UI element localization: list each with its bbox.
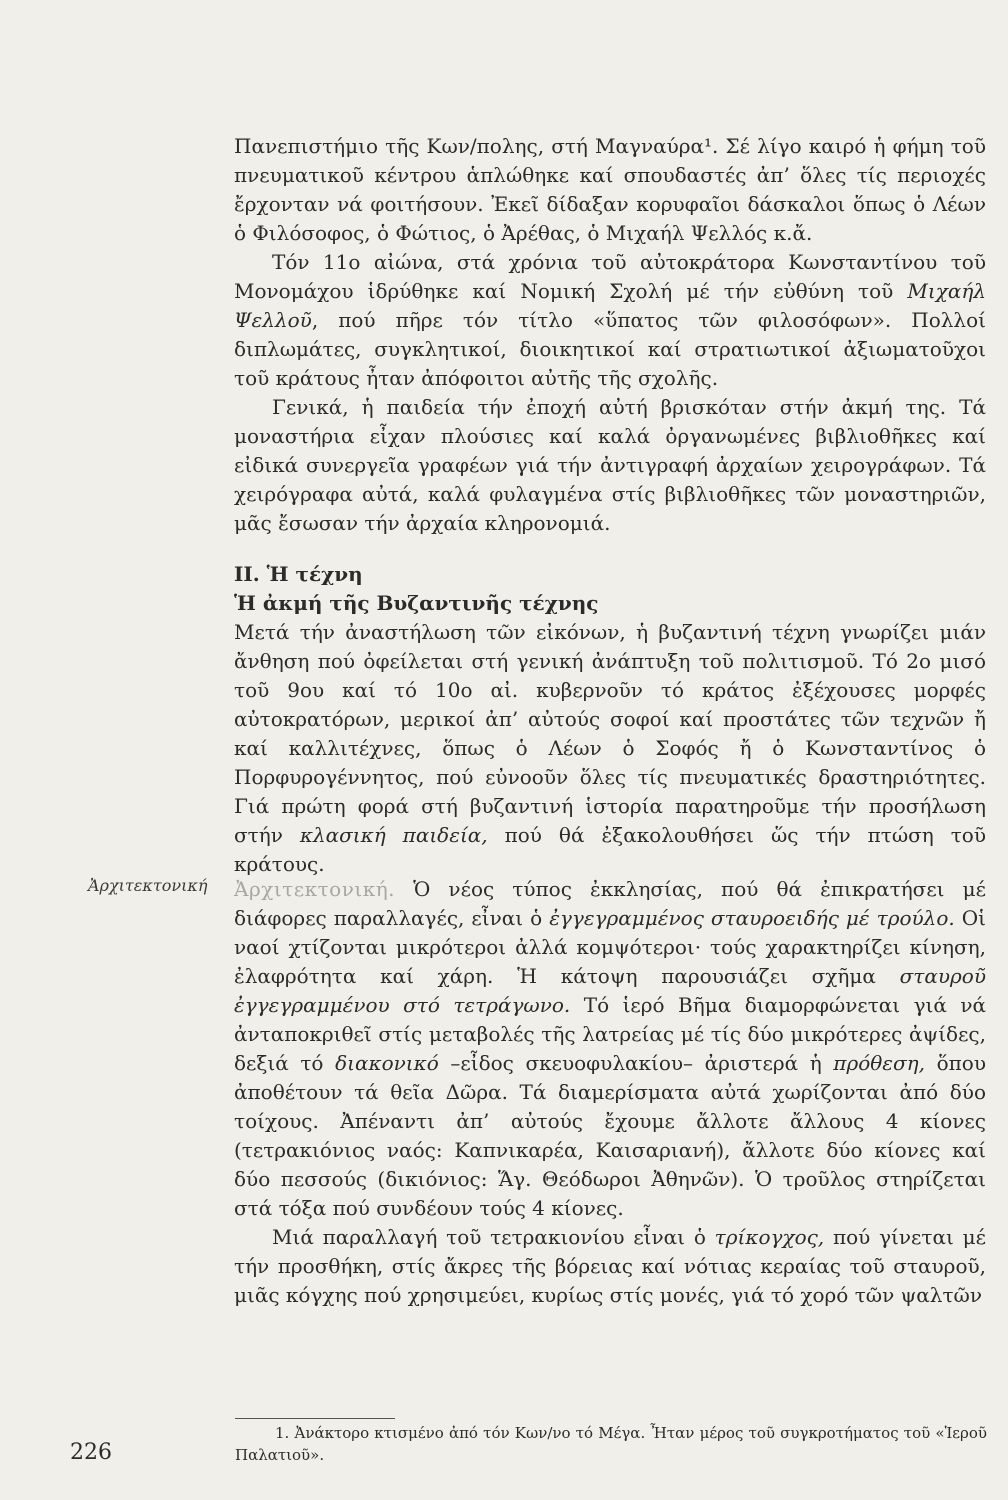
emphasis-text: σταυροῦ ἐγγεγραμμένου στό τετράγωνο. [234,964,986,1017]
text-block-art [234,560,986,879]
text-run: Ὁ νέος τύπος ἐκκλησίας, πού θά ἐπικρατήσει μέ διάφορες παραλλαγές, εἶναι ὁ [234,877,986,930]
text-run: πού γίνεται μέ τήν προσθήκη, στίς ἄκρες τῆς βόρειας καί νότιας κεραίας τοῦ σταυροῦ, μιᾶς κόγχης πού χρησιμεύει, κυρίως στίς μονές, γιά τό χορό τῶν ψαλτῶν [234,1225,986,1307]
emphasis-text: κλασική παιδεία, [299,823,488,847]
emphasis-text: Μιχαήλ Ψελλοῦ [234,279,986,332]
text-run: Μετά τήν ἀναστήλωση τῶν εἰκόνων, ἡ βυζαντινή τέχνη γνωρίζει μιάν ἄνθηση πού ὀφείλεται στή γενική ἀνάπτυξη τοῦ πολιτισμοῦ. Τό 2ο μισό τοῦ 9ου καί τό 10ο αἰ. κυβερνοῦν τό κράτος ἐξέχουσες μορφές αὐτοκρατόρων, μερικοί ἀπ’ αὐτούς σοφοί καί προστάτες τῶν τεχνῶν ἤ καί καλλιτέχνες, ὅπως ὁ Λέων ὁ Σοφός ἤ ὁ Κωνσταντίνος ὁ Πορφυρογέννητος, πού εὐνοοῦν ὅλες τίς πνευματικές δραστηριότητες. Γιά πρώτη φορά στή βυζαντινή ἱστορία παρατηροῦμε τήν προσήλωση στήν [234,620,986,847]
emphasis-text: ἐγγεγραμμένος σταυροειδής μέ τρούλο. [549,906,955,930]
text-run: , πού πῆρε τόν τίτλο «ὕπατος τῶν φιλοσόφων». Πολλοί διπλωμάτες, συγκλητικοί, διοικητικοί καί στρατιωτικοί ἀξιωματοῦχοι τοῦ κράτους ἦταν ἀπόφοιτοι αὐτῆς τῆς σχολῆς. [234,308,986,390]
text-run: πού θά ἐξακολουθήσει ὥς τήν πτώση τοῦ κράτους. [234,823,986,876]
paragraph: Πανεπιστήμιο τῆς Κων/πολης, στή Μαγναύρα¹. Σέ λίγο καιρό ἡ φήμη τοῦ πνευματικοῦ κέντρου ἁπλώθηκε καί σπουδαστές ἀπ’ ὅλες τίς περιοχές ἔρχονταν νά φοιτήσουν. Ἐκεῖ δίδαξαν κορυφαῖοι δάσκαλοι ὅπως ὁ Λέων ὁ Φιλόσοφος, ὁ Φώτιος, ὁ Ἀρέθας, ὁ Μιχαήλ Ψελλός κ.ἄ. [234,134,986,245]
emphasis-text: διακονικό [335,1051,439,1075]
text-run: Οἱ ναοί χτίζονται μικρότεροι ἀλλά κομψότεροι· τούς χαρακτηρίζει κίνηση, ἐλαφρότητα καί χάρη. Ἡ κάτοψη παρουσιάζει σχῆμα [234,906,986,988]
page-number: 226 [70,1440,112,1465]
footnote-divider [235,1418,395,1419]
paragraph [234,875,986,1223]
emphasis-text: πρόθεση, [833,1051,926,1075]
text-run: Μιά παραλλαγή τοῦ τετρακιονίου εἶναι ὁ [272,1225,715,1249]
section-heading: II. Ἡ τέχνη [234,562,363,586]
paragraph [234,1223,986,1310]
text-run: –εἶδος σκευοφυλακίου– ἀριστερά ἡ [438,1051,834,1075]
emphasis-text: τρίκογχος, [714,1225,825,1249]
paragraph [234,248,986,393]
footnote: 1. Ἀνάκτορο κτισμένο ἀπό τόν Κων/νο τό Μέγα. Ἦταν μέρος τοῦ συγκροτήματος τοῦ «Ἱεροῦ Παλατιοῦ». [235,1424,987,1464]
paragraph [234,618,986,879]
paragraph: Γενικά, ἡ παιδεία τήν ἐποχή αὐτή βρισκόταν στήν ἀκμή της. Τά μοναστήρια εἶχαν πλούσιες καί καλά ὀργανωμένες βιβλιοθῆκες καί εἰδικά συνεργεῖα γραφέων γιά τήν ἀντιγραφή ἀρχαίων χειρογράφων. Τά χειρόγραφα αὐτά, καλά φυλαγμένα στίς βιβλιοθῆκες τῶν μοναστηριῶν, μᾶς ἔσωσαν τήν ἀρχαία κληρονομιά. [234,395,986,535]
text-run: ὅπου ἀποθέτουν τά θεῖα Δῶρα. Τά διαμερίσματα αὐτά χωρίζονται ἀπό δύο τοίχους. Ἀπέναντι ἀπ’ αὐτούς ἔχουμε ἄλλοτε ἄλλους 4 κίονες (τετρακιόνιος ναός: Καπνικαρέα, Καισαριανή), ἄλλοτε δύο κίονες καί δύο πεσσούς (δικιόνιος: Ἅγ. Θεόδωροι Ἀθηνῶν). Ὁ τροῦλος στηρίζεται στά τόξα πού συνδέουν τούς 4 κίονες. [234,1051,986,1220]
text-block-education [234,132,986,538]
margin-note: Ἀρχιτεκτονική [88,876,208,895]
text-block-architecture [234,875,986,1310]
text-run: Τό ἱερό Βῆμα διαμορφώνεται γιά νά ἀνταποκριθεῖ στίς μεταβολές τῆς λατρείας μέ τίς δύο μικρότερες ἀψίδες, δεξιά τό [234,993,986,1075]
subsection-heading: Ἡ ἀκμή τῆς Βυζαντινῆς τέχνης [234,591,599,615]
lead-in-heading: Ἀρχιτεκτονική. [234,877,396,901]
text-run: Τόν 11ο αἰώνα, στά χρόνια τοῦ αὐτοκράτορα Κωνσταντίνου τοῦ Μονομάχου ἱδρύθηκε καί Νομική Σχολή μέ τήν εὐθύνη τοῦ [234,250,986,303]
